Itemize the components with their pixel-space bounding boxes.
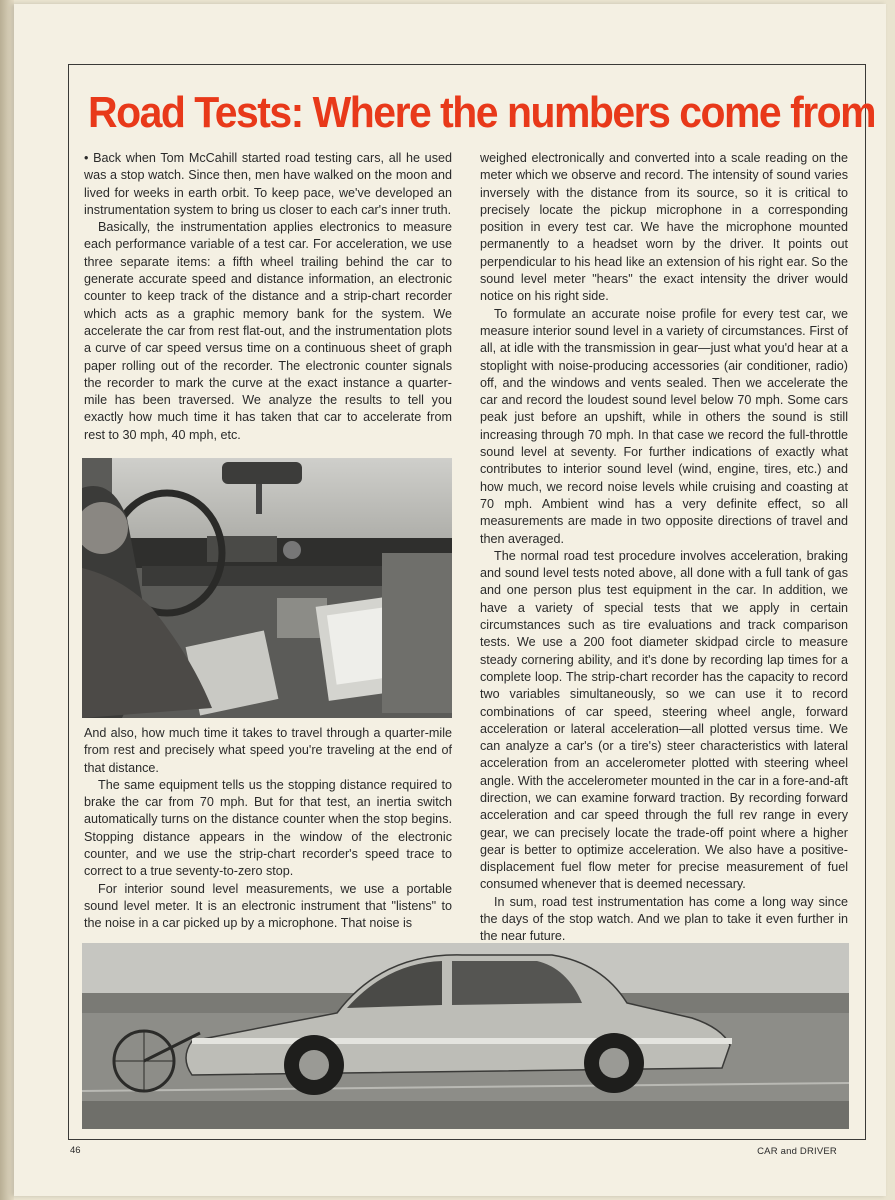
dashboard-instrumentation-photo xyxy=(82,458,452,718)
paragraph: The same equipment tells us the stopping distance required to brake the car from 70 mph. But for that test, an inertia switch automatically turns on the distance counter when the stop begins. Stopping distance appears in the window of the electronic counter, and we use the strip-chart recorder's speed trace to correct to a true seventy-to-zero stop. xyxy=(84,777,452,879)
paragraph: In sum, road test instrumentation has come a long way since the days of the stop watch. And we plan to take it even further in the near future. xyxy=(480,894,848,944)
magazine-name: CAR and DRIVER xyxy=(757,1146,837,1157)
page-number: 46 xyxy=(70,1145,81,1156)
paragraph: For interior sound level measurements, we use a portable sound level meter. It is an electronic instrument that "listens" to the noise in a car picked up by a microphone. That noise is xyxy=(84,881,452,931)
column-2 xyxy=(480,150,848,946)
paragraph: And also, how much time it takes to travel through a quarter-mile from rest and precisely what speed you're traveling at the end of that distance. xyxy=(84,726,452,775)
column-1-top xyxy=(84,150,452,444)
dashboard-photo-illustration xyxy=(82,458,452,718)
test-car-fifth-wheel-photo xyxy=(82,943,849,1129)
column-1-bottom xyxy=(84,725,452,933)
paragraph: To formulate an accurate noise profile for every test car, we measure interior sound level in a variety of circumstances. First of all, at idle with the transmission in gear—just what you'd hear at a stoplight with noise-producing accessories (air conditioner, radio) off, and the windows and vents sealed. Then we accelerate the car and record the loudest sound level below 70 mph. Some cars peak just before an upshift, while in others the sound is still increasing through 70 mph. In that case we record the full-throttle sound level at seventy. For further indications of exactly what contributes to interior sound level (wind, engine, tires, etc.) and how much, we record noise levels while cruising and coasting at 70 mph. Ambient wind has a very definite effect, so all measurements are made in two opposite directions of travel and then averaged. xyxy=(480,306,848,546)
paragraph: Basically, the instrumentation applies electronics to measure each performance variable of a test car. For acceleration, we use three separate items: a fifth wheel trailing behind the car to generate accurate speed and distance information, an electronic counter to keep track of the distance and a strip-chart recorder which acts as a graphic memory bank for the system. We accelerate the car from rest flat-out, and the instrumentation plots a curve of car speed versus time on a continuous sheet of graph paper rolling out of the recorder. The electronic counter signals the recorder to mark the curve at the exact instance a quarter-mile has been traversed. We analyze the results to tell you exactly how much time it has taken that car to accelerate from rest to 30 mph, 40 mph, etc. xyxy=(84,220,452,442)
paragraph: weighed electronically and converted into a scale reading on the meter which we observe and record. The intensity of sound varies inversely with the distance from its source, so it is critical to precisely locate the pickup microphone in a corresponding position in every test car. We have the microphone mounted permanently to a headset worn by the driver. It points out perpendicular to his head like an extension of his right ear. So the sound level meter "hears" the exact intensity the driver would notice on his right side. xyxy=(480,151,848,304)
car-photo-illustration xyxy=(82,943,849,1129)
paragraph: • Back when Tom McCahill started road testing cars, all he used was a stop watch. Since then, men have walked on the moon and lived for weeks in earth orbit. To keep pace, we've developed an instrumentation system to bring us closer to each car's inner truth. xyxy=(84,151,452,217)
article-headline: Road Tests: Where the numbers come from xyxy=(88,88,876,137)
binding-gutter xyxy=(0,0,14,1200)
paragraph: The normal road test procedure involves acceleration, braking and sound level tests noted above, all done with a full tank of gas and one person plus test equipment in the car. In addition, we have a variety of special tests that we apply in certain circumstances such as tire evaluations and track comparison tests. We use a 200 foot diameter skidpad circle to measure steady cornering ability, and it's done by recording lap times for a complete loop. The strip-chart recorder has the capacity to record two variables simultaneously, so we can use it to record combinations of car speed, steering wheel angle, forward acceleration or lateral acceleration—all plotted versus time. We can analyze a car's (or a tire's) steer characteristics with lateral acceleration from an accelerometer plotted with steering wheel angle. With the accelerometer mounted in the car in a fore-and-aft direction, we can examine forward traction. By recording forward acceleration and car speed through the full rev range in every gear, we can precisely locate the trade-off point where a higher gear is better to optimize acceleration. We also have a positive-displacement fuel flow meter for precise measurement of fuel consumed whenever that is deemed necessary. xyxy=(480,548,848,892)
